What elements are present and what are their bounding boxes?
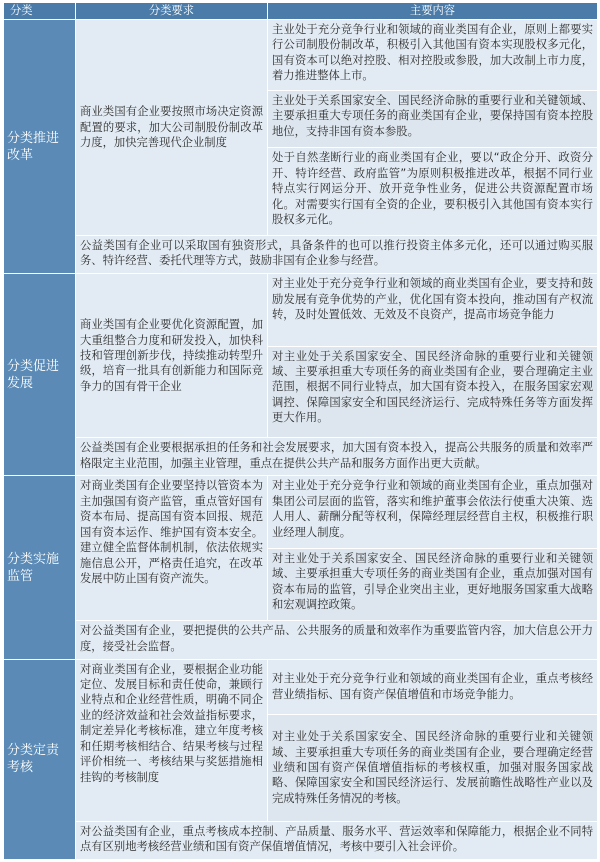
content-cell: 对主业处于充分竞争行业和领域的商业类国有企业，重点加强对集团公司层面的监管，落实和维护董事会依法行使重大决策、选人用人、薪酬分配等权利，保障经理层经营自主权，积极推行职业经理人制度。 xyxy=(268,476,598,548)
table-row xyxy=(4,659,598,714)
header-category: 分类 xyxy=(4,3,76,20)
category-cell: 分类推进改革 xyxy=(4,20,76,274)
header-row xyxy=(4,3,598,20)
table-row xyxy=(4,235,598,273)
public-enterprise-cell: 对公益类国有企业，要把提供的公共产品、公共服务的质量和效率作为重要监管内容，加大信息公开力度，接受社会监督。 xyxy=(76,621,598,659)
public-enterprise-cell: 公益类国有企业可以采取国有独资形式，具备条件的也可以推行投资主体多元化，还可以通过购买服务、特许经营、委托代理等方式，鼓励非国有企业参与经营。 xyxy=(76,235,598,273)
requirement-cell: 对商业类国有企业，要根据企业功能定位、发展目标和责任使命，兼顾行业特点和企业经营性质，明确不同企业的经济效益和社会效益指标要求，制定差异化考核标准，建立年度考核和任期考核相结合、结果考核与过程评价相统一、考核结果与奖惩措施相挂钩的考核制度 xyxy=(76,659,268,821)
table-row xyxy=(4,20,598,91)
content-cell: 处于自然垄断行业的商业类国有企业，要以“政企分开、政资分开、特许经营、政府监管”为原则积极推进改革，根据不同行业特点实行网运分开、放开竞争性业务，促进公共资源配置市场化。对需要实行国有全资的企业，要积极引入其他国有资本实行股权多元化。 xyxy=(268,148,598,235)
requirement-cell: 商业类国有企业要按照市场决定资源配置的要求，加大公司制股份制改革力度，加快完善现代企业制度 xyxy=(76,20,268,236)
category-cell: 分类实施监管 xyxy=(4,476,76,659)
content-cell: 主业处于充分竞争行业和领域的商业类国有企业，原则上都要实行公司制股份制改革，积极引入其他国有资本实现股权多元化，国有资本可以绝对控股、相对控股或参股，加大改制上市力度，着力推进整体上市。 xyxy=(268,20,598,91)
header-requirement: 分类要求 xyxy=(76,3,268,20)
content-cell: 对主业处于充分竞争行业和领域的商业类国有企业，重点考核经营业绩指标、国有资产保值增值和市场竞争能力。 xyxy=(268,659,598,714)
header-content: 主要内容 xyxy=(268,3,598,20)
requirement-cell: 对商业类国有企业要坚持以管资本为主加强国有资产监管，重点管好国有资本布局、提高国有资本回报、规范国有资本运作、维护国有资本安全。建立健全监督体制机制，依法依规实施信息公开，严格责任追究，在改革发展中防止国有资产流失。 xyxy=(76,476,268,621)
category-cell: 分类促进发展 xyxy=(4,274,76,476)
content-cell: 对主业处于充分竞争行业和领域的商业类国有企业，要支持和鼓励发展有竞争优势的产业，优化国有资本投向，推动国有产权流转，及时处置低效、无效及不良资产，提高市场竞争能力 xyxy=(268,274,598,346)
content-cell: 对主业处于关系国家安全、国民经济命脉的重要行业和关键领域、主要承担重大专项任务的商业类国有企业，要合理确定经营业绩和国有资产保值增值指标的考核权重，加强对服务国家战略、保障国家安全和国民经济运行、发展前瞻性战略性产业以及完成特殊任务情况的考核。 xyxy=(268,715,598,822)
category-cell: 分类定责考核 xyxy=(4,659,76,859)
public-enterprise-cell: 公益类国有企业要根据承担的任务和社会发展要求，加大国有资本投入，提高公共服务的质量和效率严格限定主业范围，加强主业管理，重点在提供公共产品和服务方面作出更大贡献。 xyxy=(76,438,598,476)
table-row xyxy=(4,621,598,659)
content-cell: 对主业处于关系国家安全、国民经济命脉的重要行业和关键领域、主要承担重大专项任务的商业类国有企业，要合理确定主业范围，根据不同行业特点，加大国有资本投入，在服务国家宏观调控、保障国家安全和国民经济运行、完成特殊任务等方面发挥更大作用。 xyxy=(268,346,598,438)
table-row xyxy=(4,438,598,476)
classification-table xyxy=(3,2,598,860)
table-row xyxy=(4,476,598,548)
public-enterprise-cell: 对公益类国有企业，重点考核成本控制、产品质量、服务水平、营运效率和保障能力，根据企业不同特点有区别地考核经营业绩和国有资产保值增值情况，考核中要引入社会评价。 xyxy=(76,821,598,859)
content-cell: 对主业处于关系国家安全、国民经济命脉的重要行业和关键领域、主要承担重大专项任务的商业类国有企业，重点加强对国有资本布局的监管，引导企业突出主业，更好地服务国家重大战略和宏观调控政策。 xyxy=(268,548,598,620)
table-row xyxy=(4,274,598,346)
content-cell: 主业处于关系国家安全、国民经济命脉的重要行业和关键领域、主要承担重大专项任务的商业类国有企业，要保持国有资本控股地位，支持非国有资本参股。 xyxy=(268,90,598,148)
requirement-cell: 商业类国有企业要优化资源配置，加大重组整合力度和研发投入，加快科技和管理创新步伐，持续推动转型升级，培育一批具有创新能力和国际竞争力的国有骨干企业 xyxy=(76,274,268,438)
table-row xyxy=(4,821,598,859)
